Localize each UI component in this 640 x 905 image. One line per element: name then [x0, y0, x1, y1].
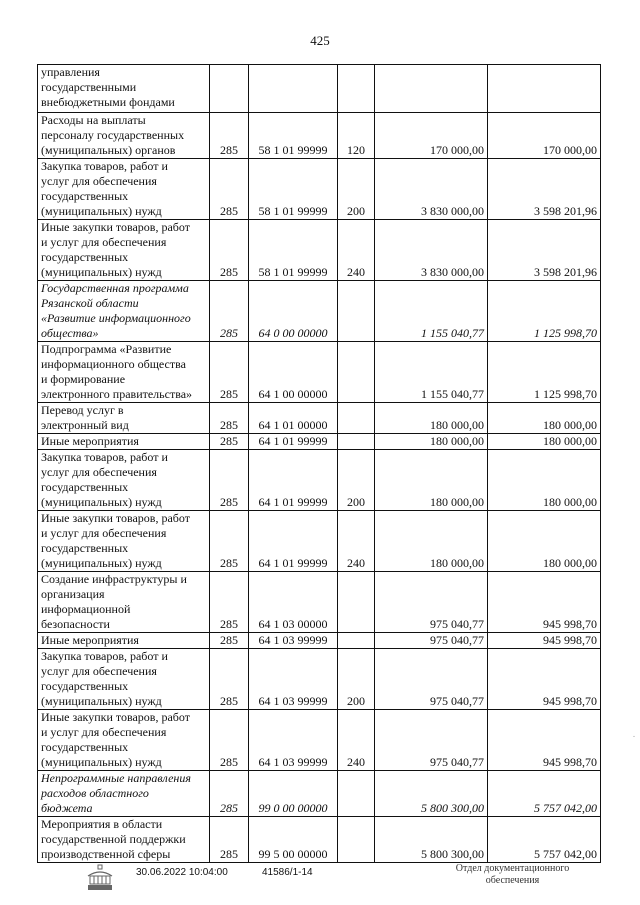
- row-kcsr-cell: 64 1 01 99999: [249, 434, 338, 450]
- row-vr-cell: 240: [338, 220, 375, 281]
- row-vr-cell: [338, 403, 375, 434]
- table-row: [38, 572, 601, 633]
- row-vr-cell: 240: [338, 511, 375, 572]
- row-name-line: и формирование: [41, 372, 126, 386]
- row-name-line: (муниципальных) нужд: [41, 495, 162, 509]
- footer-doc-number: 41586/1-14: [262, 867, 313, 878]
- row-code-cell: 285: [210, 817, 249, 863]
- row-name-line: (муниципальных) нужд: [41, 265, 162, 279]
- row-name-line: (муниципальных) нужд: [41, 755, 162, 769]
- row-name-cell: [38, 342, 210, 403]
- row-sum2-cell: 945 998,70: [488, 572, 601, 633]
- row-sum2-cell: 945 998,70: [488, 649, 601, 710]
- row-sum1-cell: 975 040,77: [375, 649, 488, 710]
- row-kcsr-cell: 58 1 01 99999: [249, 220, 338, 281]
- row-vr-cell: [338, 817, 375, 863]
- row-kcsr-cell: 64 1 01 99999: [249, 511, 338, 572]
- row-name-line: общества»: [41, 326, 99, 340]
- row-name-line: Мероприятия в области: [41, 817, 163, 831]
- row-code-cell: 285: [210, 113, 249, 159]
- footer-datetime: 30.06.2022 10:04:00: [136, 867, 228, 878]
- row-name-line: электронный вид: [41, 418, 129, 432]
- row-name-cell: [38, 511, 210, 572]
- row-code-cell: 285: [210, 342, 249, 403]
- table-row: [38, 434, 601, 450]
- row-name-line: государственной поддержки: [41, 832, 186, 846]
- row-sum1-cell: 975 040,77: [375, 633, 488, 649]
- row-code-cell: 285: [210, 434, 249, 450]
- row-name-line: государственных: [41, 250, 129, 264]
- footer-department-line1: Отдел документационного: [455, 863, 570, 874]
- row-name-line: Непрограммные направления: [41, 771, 191, 785]
- row-code-cell: 285: [210, 159, 249, 220]
- table-row: [38, 159, 601, 220]
- row-sum1-cell: 975 040,77: [375, 710, 488, 771]
- row-name-line: расходов областного: [41, 786, 149, 800]
- row-vr-cell: 200: [338, 450, 375, 511]
- margin-mark: ·: [629, 735, 638, 738]
- row-name-cell: [38, 281, 210, 342]
- row-name-line: Государственная программа: [41, 281, 189, 295]
- row-name-line: Закупка товаров, работ и: [41, 159, 168, 173]
- row-name-line: услуг для обеспечения: [41, 664, 157, 678]
- row-sum2-cell: 5 757 042,00: [488, 771, 601, 817]
- row-sum1-cell: 3 830 000,00: [375, 159, 488, 220]
- duma-logo-icon: [83, 864, 117, 892]
- row-code-cell: [210, 65, 249, 113]
- row-name-cell: [38, 450, 210, 511]
- table-row: [38, 281, 601, 342]
- row-sum2-cell: 180 000,00: [488, 434, 601, 450]
- row-name-line: (муниципальных) нужд: [41, 694, 162, 708]
- row-name-line: и услуг для обеспечения: [41, 526, 167, 540]
- row-name-line: и услуг для обеспечения: [41, 725, 167, 739]
- row-sum2-cell: 1 125 998,70: [488, 342, 601, 403]
- row-code-cell: 285: [210, 450, 249, 511]
- row-sum1-cell: 180 000,00: [375, 403, 488, 434]
- row-code-cell: 285: [210, 649, 249, 710]
- table-row: [38, 771, 601, 817]
- row-sum1-cell: 180 000,00: [375, 434, 488, 450]
- row-kcsr-cell: 64 1 00 00000: [249, 342, 338, 403]
- row-kcsr-cell: 99 0 00 00000: [249, 771, 338, 817]
- row-name-cell: [38, 113, 210, 159]
- row-vr-cell: 200: [338, 649, 375, 710]
- table-row: [38, 65, 601, 113]
- row-sum1-cell: 1 155 040,77: [375, 342, 488, 403]
- row-sum2-cell: 3 598 201,96: [488, 220, 601, 281]
- budget-table-body: [38, 65, 601, 863]
- row-name-cell: [38, 817, 210, 863]
- row-name-line: государственных: [41, 480, 129, 494]
- row-sum2-cell: 945 998,70: [488, 710, 601, 771]
- row-kcsr-cell: 58 1 01 99999: [249, 113, 338, 159]
- row-name-cell: [38, 771, 210, 817]
- row-sum2-cell: 1 125 998,70: [488, 281, 601, 342]
- page-number: 425: [310, 33, 330, 48]
- row-sum1-cell: 1 155 040,77: [375, 281, 488, 342]
- row-kcsr-cell: 64 1 03 99999: [249, 710, 338, 771]
- row-sum1-cell: 170 000,00: [375, 113, 488, 159]
- row-name-line: внебюджетными фондами: [41, 95, 175, 109]
- row-kcsr-cell: 64 1 03 00000: [249, 572, 338, 633]
- row-sum2-cell: 170 000,00: [488, 113, 601, 159]
- row-name-line: информационной: [41, 602, 131, 616]
- row-vr-cell: 120: [338, 113, 375, 159]
- row-name-line: услуг для обеспечения: [41, 465, 157, 479]
- row-sum1-cell: 5 800 300,00: [375, 771, 488, 817]
- row-name-line: государственными: [41, 80, 137, 94]
- row-name-line: Перевод услуг в: [41, 403, 124, 417]
- row-name-line: услуг для обеспечения: [41, 174, 157, 188]
- table-row: [38, 403, 601, 434]
- table-row: [38, 817, 601, 863]
- row-name-line: бюджета: [41, 801, 93, 815]
- row-name-line: безопасности: [41, 617, 110, 631]
- row-name-line: Закупка товаров, работ и: [41, 649, 168, 663]
- row-sum1-cell: 5 800 300,00: [375, 817, 488, 863]
- row-name-line: информационного общества: [41, 357, 186, 371]
- row-sum2-cell: 5 757 042,00: [488, 817, 601, 863]
- table-row: [38, 113, 601, 159]
- footer-department: [430, 863, 595, 887]
- row-code-cell: 285: [210, 572, 249, 633]
- row-name-line: государственных: [41, 189, 129, 203]
- row-kcsr-cell: 64 1 03 99999: [249, 649, 338, 710]
- budget-table: [37, 64, 601, 863]
- row-kcsr-cell: 64 1 03 99999: [249, 633, 338, 649]
- row-kcsr-cell: [249, 65, 338, 113]
- row-name-line: электронного правительства»: [41, 387, 193, 401]
- row-name-line: Закупка товаров, работ и: [41, 450, 168, 464]
- table-row: [38, 511, 601, 572]
- row-sum2-cell: [488, 65, 601, 113]
- row-name-cell: [38, 633, 210, 649]
- row-code-cell: 285: [210, 281, 249, 342]
- row-name-line: управления: [41, 65, 100, 79]
- table-row: [38, 649, 601, 710]
- row-kcsr-cell: 64 0 00 00000: [249, 281, 338, 342]
- row-sum1-cell: 975 040,77: [375, 572, 488, 633]
- row-name-line: Подпрограмма «Развитие: [41, 342, 172, 356]
- table-row: [38, 633, 601, 649]
- row-name-line: государственных: [41, 541, 129, 555]
- row-kcsr-cell: 64 1 01 00000: [249, 403, 338, 434]
- row-sum1-cell: 3 830 000,00: [375, 220, 488, 281]
- row-name-line: государственных: [41, 679, 129, 693]
- footer-department-line2: обеспечения: [485, 875, 540, 886]
- row-vr-cell: [338, 633, 375, 649]
- row-code-cell: 285: [210, 220, 249, 281]
- row-vr-cell: [338, 434, 375, 450]
- row-code-cell: 285: [210, 771, 249, 817]
- row-name-cell: [38, 710, 210, 771]
- table-row: [38, 710, 601, 771]
- table-row: [38, 220, 601, 281]
- row-name-line: «Развитие информационного: [41, 311, 191, 325]
- row-vr-cell: [338, 771, 375, 817]
- row-kcsr-cell: 64 1 01 99999: [249, 450, 338, 511]
- row-name-line: Иные закупки товаров, работ: [41, 511, 190, 525]
- row-name-line: Иные мероприятия: [41, 434, 139, 448]
- row-name-line: Иные закупки товаров, работ: [41, 220, 190, 234]
- row-name-line: (муниципальных) нужд: [41, 556, 162, 570]
- row-name-line: персоналу государственных: [41, 128, 185, 142]
- footer: [0, 862, 640, 892]
- row-name-cell: [38, 403, 210, 434]
- row-name-cell: [38, 159, 210, 220]
- row-name-line: организация: [41, 587, 105, 601]
- row-sum2-cell: 180 000,00: [488, 450, 601, 511]
- row-name-line: Иные закупки товаров, работ: [41, 710, 190, 724]
- row-code-cell: 285: [210, 633, 249, 649]
- row-name-line: Иные мероприятия: [41, 633, 139, 647]
- row-vr-cell: [338, 342, 375, 403]
- row-sum2-cell: 180 000,00: [488, 511, 601, 572]
- row-name-line: (муниципальных) органов: [41, 143, 176, 157]
- row-code-cell: 285: [210, 511, 249, 572]
- row-vr-cell: [338, 281, 375, 342]
- row-name-line: Рязанской области: [41, 296, 139, 310]
- row-name-line: (муниципальных) нужд: [41, 204, 162, 218]
- row-vr-cell: 200: [338, 159, 375, 220]
- row-sum1-cell: 180 000,00: [375, 450, 488, 511]
- row-name-cell: [38, 220, 210, 281]
- row-vr-cell: 240: [338, 710, 375, 771]
- row-sum2-cell: 945 998,70: [488, 633, 601, 649]
- row-sum1-cell: 180 000,00: [375, 511, 488, 572]
- row-name-line: государственных: [41, 740, 129, 754]
- row-name-cell: [38, 572, 210, 633]
- row-name-line: Создание инфраструктуры и: [41, 572, 187, 586]
- row-vr-cell: [338, 572, 375, 633]
- table-row: [38, 342, 601, 403]
- row-name-line: и услуг для обеспечения: [41, 235, 167, 249]
- row-sum1-cell: [375, 65, 488, 113]
- row-name-line: Расходы на выплаты: [41, 113, 146, 127]
- row-name-cell: [38, 434, 210, 450]
- row-kcsr-cell: 99 5 00 00000: [249, 817, 338, 863]
- row-code-cell: 285: [210, 710, 249, 771]
- row-name-cell: [38, 65, 210, 113]
- row-name-line: производственной сферы: [41, 847, 171, 861]
- row-sum2-cell: 3 598 201,96: [488, 159, 601, 220]
- table-row: [38, 450, 601, 511]
- row-sum2-cell: 180 000,00: [488, 403, 601, 434]
- row-kcsr-cell: 58 1 01 99999: [249, 159, 338, 220]
- row-vr-cell: [338, 65, 375, 113]
- row-code-cell: 285: [210, 403, 249, 434]
- row-name-cell: [38, 649, 210, 710]
